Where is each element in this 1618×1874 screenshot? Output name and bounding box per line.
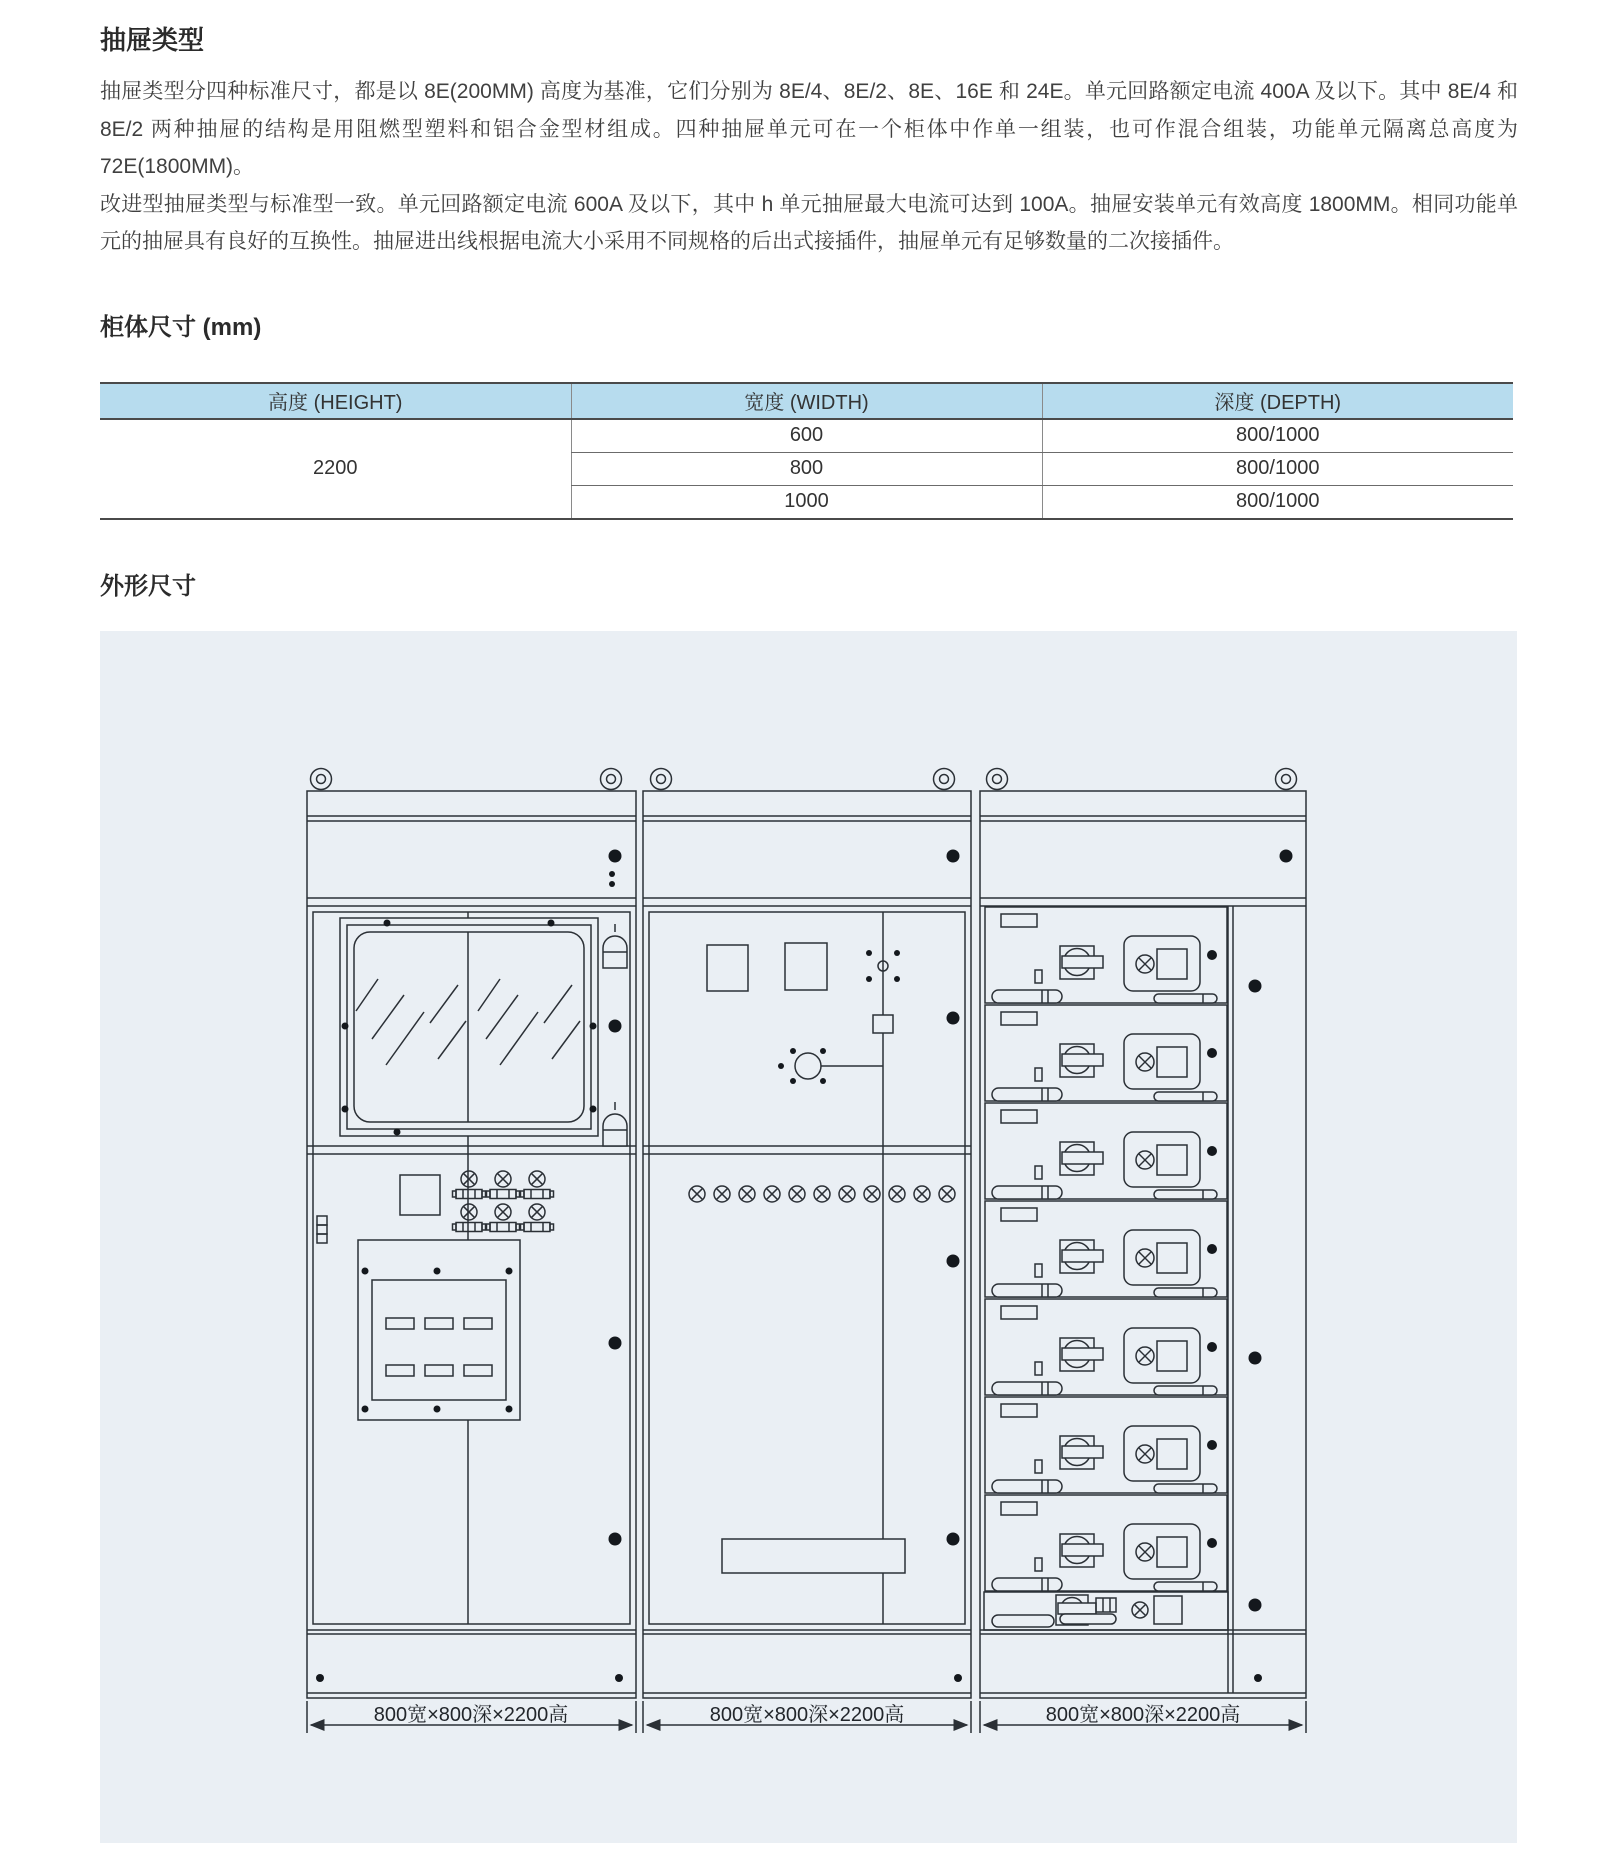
- page-content: [0, 20, 1618, 1843]
- drawer-paragraph-1: 抽屉类型分四种标准尺寸，都是以 8E(200MM) 高度为基准，它们分别为 8E/4、8E/2、8E、16E 和 24E。单元回路额定电流 400A 及以下。其中 8E/4 和 8E/2 两种抽屉的结构是用阻燃型塑料和铝合金型材组成。四种抽屉单元可在一个柜体中作单一组装，也可作混合组装，功能单元隔离总高度为 72E(1800MM)。: [100, 80, 1518, 178]
- col-header-depth: 深度 (DEPTH): [1042, 383, 1513, 419]
- cabinet-2-drawing: [643, 768, 971, 1698]
- cell-depth-1: 800/1000: [1042, 419, 1513, 453]
- lifting-ring-icon: [934, 768, 955, 789]
- dimension-label-cabinet-2: 800宽×800深×2200高: [709, 1703, 905, 1726]
- cabinet-1-drawing: [307, 768, 636, 1698]
- cell-width-1: 600: [571, 419, 1042, 453]
- lifting-ring-icon: [1276, 768, 1297, 789]
- outline-drawing-panel: [100, 631, 1517, 1843]
- cabinet-3-drawing: [980, 768, 1306, 1698]
- small-cutout: [873, 1015, 893, 1033]
- col-header-height: 高度 (HEIGHT): [100, 383, 571, 419]
- cell-width-3: 1000: [571, 485, 1042, 519]
- cell-width-2: 800: [571, 452, 1042, 485]
- meter-cutout: [707, 945, 748, 991]
- nameplate-cutout: [722, 1539, 905, 1573]
- door-handle: [795, 1053, 883, 1079]
- lifting-ring-icon: [651, 768, 672, 789]
- lifting-ring-icon: [987, 768, 1008, 789]
- dimension-label-cabinet-3: 800宽×800深×2200高: [1045, 1703, 1241, 1726]
- lifting-ring-icon: [311, 768, 332, 789]
- cabinet-size-heading: 柜体尺寸 (mm): [100, 313, 262, 341]
- bottom-drawer-unit: [984, 1592, 1228, 1630]
- cabinet-size-table: [100, 382, 1513, 520]
- table-row: [100, 419, 1513, 453]
- door-lock-icon: [603, 924, 627, 968]
- drawer-paragraph-2: 改进型抽屉类型与标准型一致。单元回路额定电流 600A 及以下，其中 h 单元抽屉最大电流可达到 100A。抽屉安装单元有效高度 1800MM。相同功能单元的抽屉具有良好的互换性。抽屉进出线根据电流大小采用不同规格的后出式接插件，抽屉单元有足够数量的二次接插件。: [100, 192, 1518, 253]
- dimension-label-cabinet-1: 800宽×800深×2200高: [373, 1703, 569, 1726]
- indicator-lamp-row: [689, 1186, 955, 1202]
- cabinet-outline-drawing: [100, 631, 1517, 1843]
- outline-heading: 外形尺寸: [100, 572, 196, 600]
- drawer-units: [985, 907, 1227, 1591]
- cell-depth-3: 800/1000: [1042, 485, 1513, 519]
- meter-cutout: [400, 1175, 440, 1215]
- col-header-width: 宽度 (WIDTH): [571, 383, 1042, 419]
- lifting-ring-icon: [601, 768, 622, 789]
- page-title: 抽屉类型: [100, 25, 205, 55]
- terminal-block: [317, 1216, 327, 1243]
- viewing-window: [340, 918, 598, 1136]
- relay-panel: [358, 1240, 520, 1420]
- meter-cutout: [785, 943, 827, 990]
- door-lock-icon: [603, 1102, 627, 1146]
- cell-depth-2: 800/1000: [1042, 452, 1513, 485]
- cell-height: 2200: [313, 457, 358, 479]
